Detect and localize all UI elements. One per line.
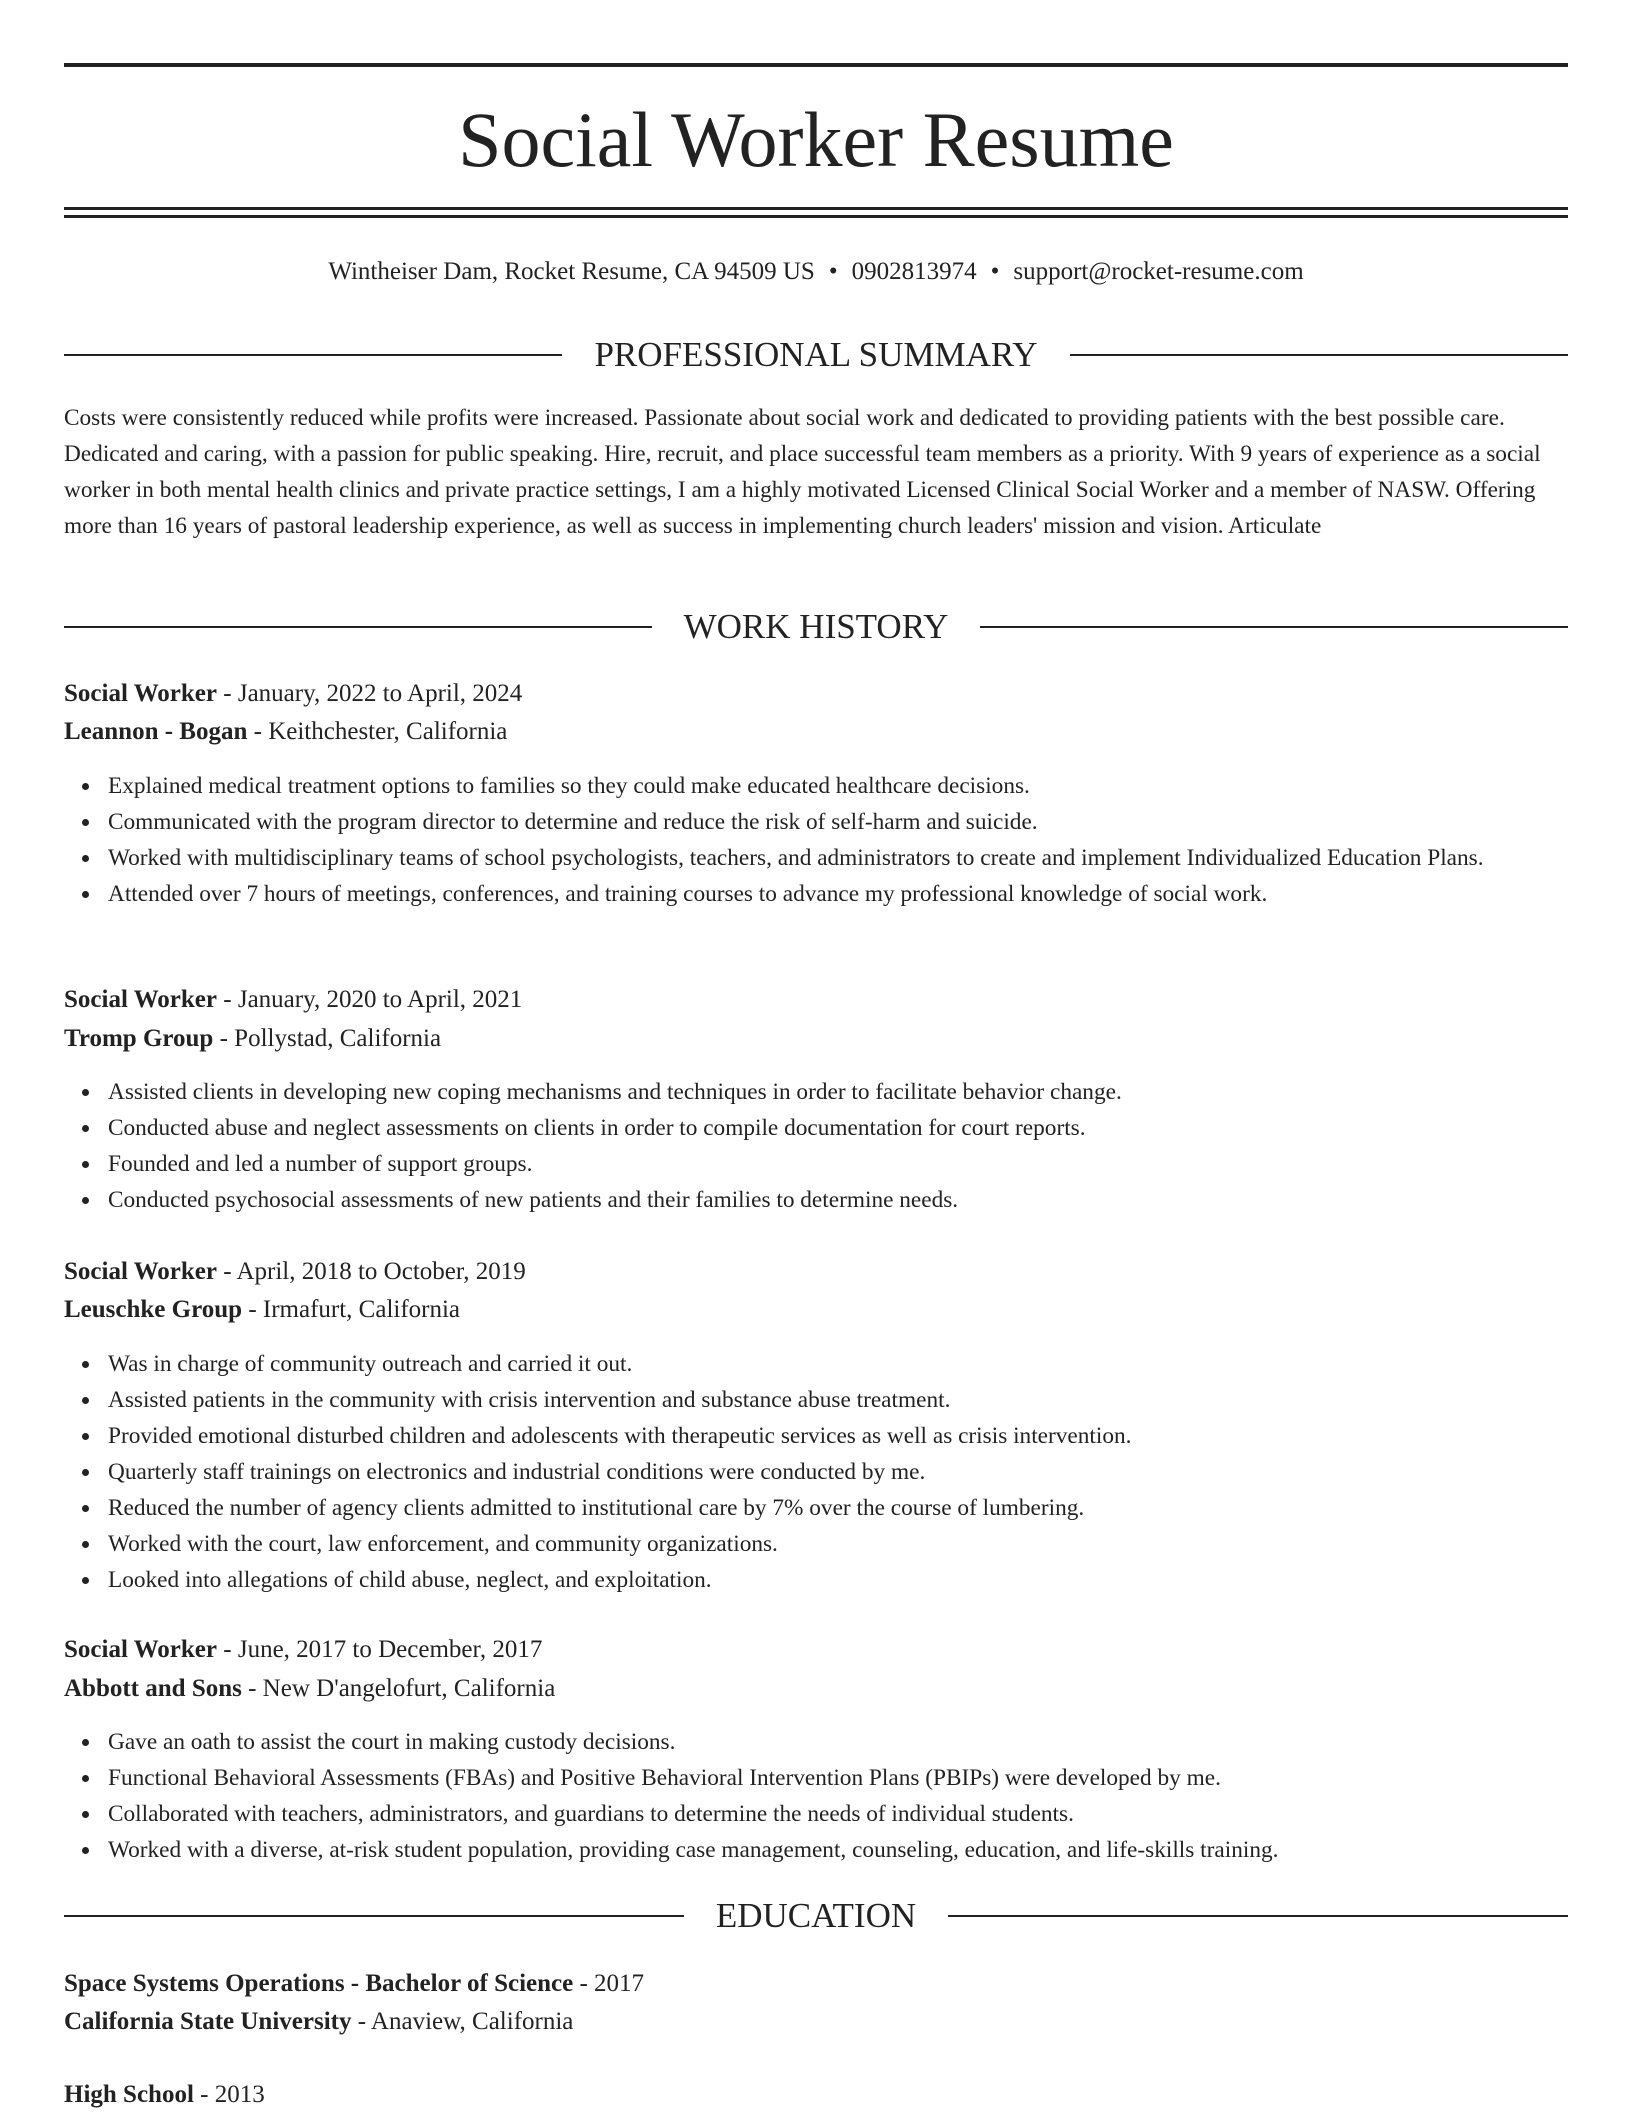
job-bullets [64, 1074, 1612, 1218]
list-item: Worked with a diverse, at-risk student population, providing case management, counseling, education, and life-skills training. [108, 1832, 1612, 1868]
summary-text: Costs were consistently reduced while profits were increased. Passionate about social work and dedicated to providing patients with the best possible care. Dedicated and caring, with a passion for public speaking. Hire, recruit, and place successful team members as a priority. With 9 years of experience as a social worker in both mental health clinics and private practice settings, I am a highly motivated Licensed Clinical Social Worker and a member of NASW. Offering more than 16 years of pastoral leadership experience, as well as success in implementing church leaders' mission and vision. Articulate [64, 405, 1541, 539]
job-title: Social Worker [64, 1258, 218, 1285]
list-item: Explained medical treatment options to families so they could make educated healthcare decisions. [108, 768, 1612, 804]
section-title-education: EDUCATION [715, 1896, 917, 1935]
section-rule [948, 1915, 1568, 1917]
list-item: Reduced the number of agency clients admitted to institutional care by 7% over the course of lumbering. [108, 1490, 1612, 1526]
job-title-line [64, 982, 522, 1018]
education-degree-line [64, 1966, 644, 2002]
page-title: Social Worker Resume [458, 96, 1174, 183]
education-location: - Anaview, California [351, 2008, 574, 2035]
list-item: Conducted psychosocial assessments of new patients and their families to determine needs. [108, 1182, 1612, 1218]
job-company-line [64, 1292, 460, 1328]
section-rule [64, 1915, 684, 1917]
job-company-line [64, 1671, 555, 1707]
education-degree: Space Systems Operations - Bachelor of Science [64, 1970, 574, 1997]
list-item: Founded and led a number of support groups. [108, 1146, 1612, 1182]
job-dates: - January, 2020 to April, 2021 [217, 986, 523, 1013]
job-location: - New D'angelofurt, California [241, 1675, 556, 1702]
list-item: Conducted abuse and neglect assessments on clients in order to compile documentation for court reports. [108, 1110, 1612, 1146]
title-bottom-rule [64, 207, 1568, 210]
job-dates: - January, 2022 to April, 2024 [217, 680, 523, 707]
job-title-line [64, 676, 522, 712]
education-year: - 2017 [573, 1970, 645, 1997]
job-company: Leannon - Bogan [64, 718, 248, 745]
section-rule [980, 626, 1568, 628]
section-rule [64, 354, 562, 356]
list-item: Worked with the court, law enforcement, and community organizations. [108, 1526, 1612, 1562]
section-header-education [64, 1896, 1568, 1936]
job-company: Abbott and Sons [64, 1675, 242, 1702]
job-title-line [64, 1254, 526, 1290]
section-header-work [64, 607, 1568, 647]
education-year: - 2013 [193, 2081, 265, 2108]
job-company-line [64, 714, 507, 750]
job-company: Tromp Group [64, 1025, 214, 1052]
job-dates: - June, 2017 to December, 2017 [217, 1636, 543, 1663]
list-item: Collaborated with teachers, administrators, and guardians to determine the needs of individual students. [108, 1796, 1612, 1832]
list-item: Worked with multidisciplinary teams of school psychologists, teachers, and administrators to create and implement Individualized Education Plans. [108, 840, 1612, 876]
list-item: Communicated with the program director to determine and reduce the risk of self-harm and suicide. [108, 804, 1612, 840]
job-title: Social Worker [64, 1636, 218, 1663]
job-bullets [64, 768, 1612, 912]
job-bullets [64, 1724, 1612, 1868]
list-item: Assisted clients in developing new coping mechanisms and techniques in order to facilitate behavior change. [108, 1074, 1612, 1110]
job-title: Social Worker [64, 986, 218, 1013]
education-degree: High School [64, 2081, 194, 2108]
section-title-summary: PROFESSIONAL SUMMARY [594, 335, 1038, 374]
list-item: Was in charge of community outreach and carried it out. [108, 1346, 1612, 1382]
contact-line [64, 255, 1568, 289]
contact-email: support@rocket-resume.com [1013, 258, 1304, 285]
list-item: Gave an oath to assist the court in making custody decisions. [108, 1724, 1612, 1760]
contact-phone: 0902813974 [851, 258, 977, 285]
section-rule [64, 626, 652, 628]
list-item: Functional Behavioral Assessments (FBAs) and Positive Behavioral Intervention Plans (PBIPs) were developed by me. [108, 1760, 1612, 1796]
contact-separator: • [990, 258, 1000, 285]
list-item: Provided emotional disturbed children and adolescents with therapeutic services as well as crisis intervention. [108, 1418, 1612, 1454]
job-company: Leuschke Group [64, 1296, 243, 1323]
education-school-line [64, 2004, 573, 2040]
contact-address: Wintheiser Dam, Rocket Resume, CA 94509 US [328, 258, 815, 285]
list-item: Attended over 7 hours of meetings, conferences, and training courses to advance my professional knowledge of social work. [108, 876, 1612, 912]
education-school: California State University [64, 2008, 352, 2035]
job-location: - Irmafurt, California [242, 1296, 461, 1323]
job-bullets [64, 1346, 1612, 1598]
list-item: Quarterly staff trainings on electronics and industrial conditions were conducted by me. [108, 1454, 1612, 1490]
list-item: Looked into allegations of child abuse, neglect, and exploitation. [108, 1562, 1612, 1598]
section-rule [1070, 354, 1568, 356]
job-company-line [64, 1021, 441, 1057]
job-dates: - April, 2018 to October, 2019 [217, 1258, 526, 1285]
job-location: - Keithchester, California [247, 718, 508, 745]
education-degree-line [64, 2077, 265, 2113]
list-item: Assisted patients in the community with crisis intervention and substance abuse treatment. [108, 1382, 1612, 1418]
section-title-work: WORK HISTORY [683, 607, 949, 646]
title-top-rule [64, 63, 1568, 67]
job-title: Social Worker [64, 680, 218, 707]
title-bottom-rule-second [64, 215, 1568, 218]
section-header-summary [64, 335, 1568, 375]
job-title-line [64, 1632, 542, 1668]
contact-separator: • [828, 258, 838, 285]
job-location: - Pollystad, California [213, 1025, 442, 1052]
